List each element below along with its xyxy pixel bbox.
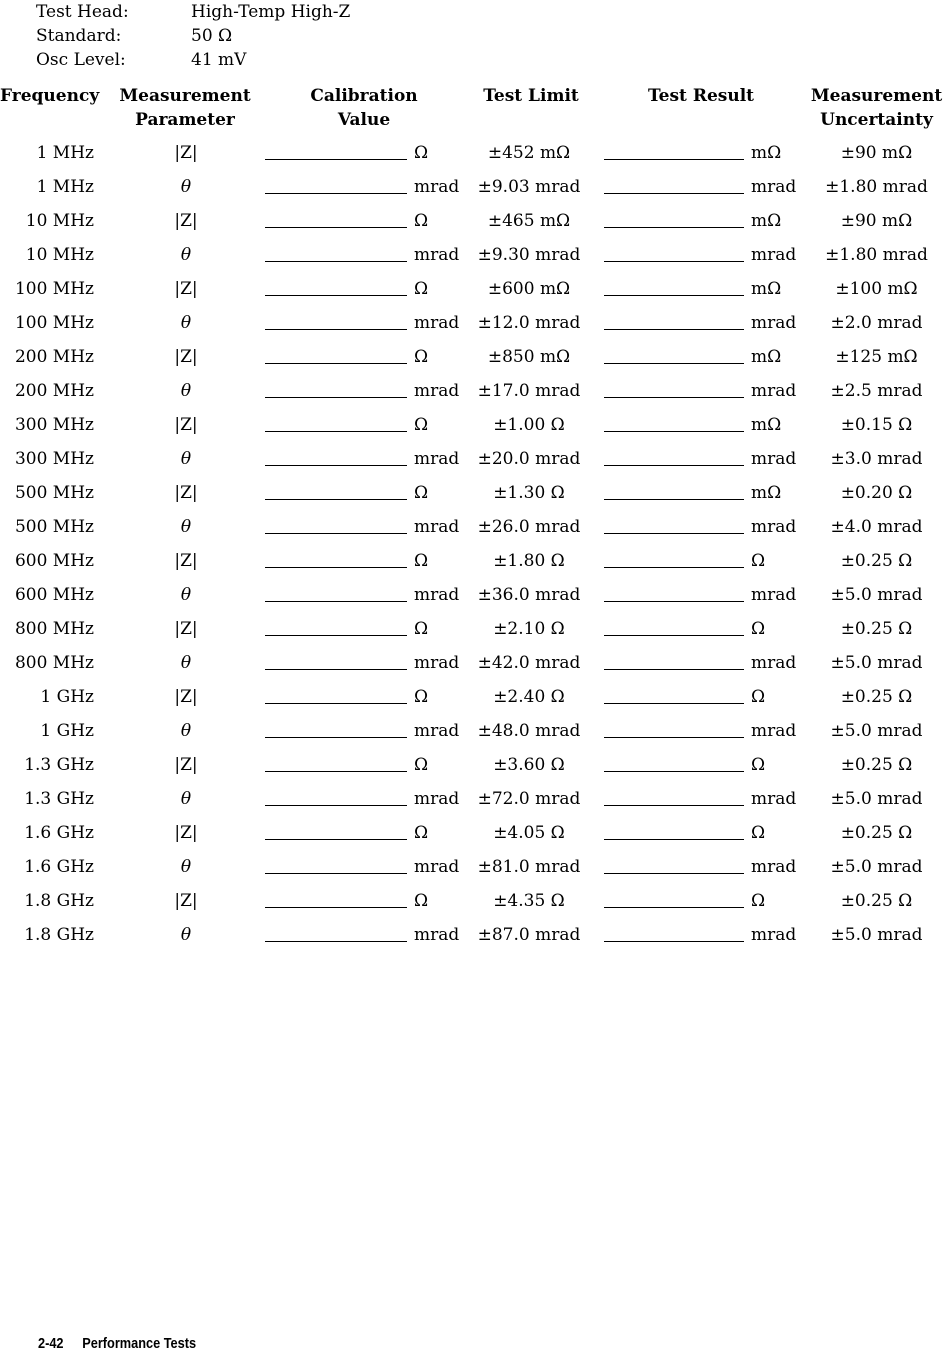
test-result-unit: mrad: [751, 517, 797, 537]
test-limit-cell: ±600 mΩ: [487, 279, 571, 299]
test-result-blank[interactable]: [604, 786, 744, 806]
table-row: [0, 378, 945, 412]
test-limit-cell: ±72.0 mrad: [477, 789, 581, 809]
calibration-unit: Ω: [414, 483, 429, 503]
calibration-unit: Ω: [414, 211, 429, 231]
calibration-unit: Ω: [414, 347, 429, 367]
test-result-blank[interactable]: [604, 446, 744, 466]
setup-label: Standard:: [36, 26, 122, 46]
header-measurement-uncertainty: [808, 84, 945, 132]
calibration-value-blank[interactable]: [265, 174, 407, 194]
test-result-unit: mrad: [751, 857, 797, 877]
test-result-blank[interactable]: [604, 480, 744, 500]
test-limit-cell: ±3.60 Ω: [493, 755, 565, 775]
table-row: [0, 786, 945, 820]
calibration-unit: mrad: [414, 653, 460, 673]
test-result-unit: mrad: [751, 245, 797, 265]
test-limit-cell: ±36.0 mrad: [477, 585, 581, 605]
table-row: [0, 854, 945, 888]
parameter-cell: |Z|: [174, 415, 198, 435]
test-result-blank[interactable]: [604, 514, 744, 534]
test-result-unit: mrad: [751, 789, 797, 809]
calibration-value-blank[interactable]: [265, 276, 407, 296]
table-row: [0, 650, 945, 684]
setup-value: 50 Ω: [191, 26, 233, 46]
test-result-blank[interactable]: [604, 888, 744, 908]
table-row: [0, 412, 945, 446]
uncertainty-cell: ±5.0 mrad: [830, 857, 923, 877]
frequency-cell: 1 MHz: [36, 143, 94, 163]
parameter-cell: θ: [180, 585, 192, 605]
test-result-unit: mrad: [751, 177, 797, 197]
table-row: [0, 480, 945, 514]
parameter-cell: θ: [180, 925, 192, 945]
calibration-value-blank[interactable]: [265, 820, 407, 840]
test-limit-cell: ±4.05 Ω: [493, 823, 565, 843]
calibration-unit: mrad: [414, 857, 460, 877]
frequency-cell: 1.8 GHz: [24, 925, 94, 945]
frequency-cell: 1.3 GHz: [24, 755, 94, 775]
setup-value: High-Temp High-Z: [191, 2, 351, 22]
calibration-value-blank[interactable]: [265, 140, 407, 160]
frequency-cell: 1.6 GHz: [24, 857, 94, 877]
test-result-blank[interactable]: [604, 242, 744, 262]
uncertainty-cell: ±4.0 mrad: [830, 517, 923, 537]
test-limit-cell: ±17.0 mrad: [477, 381, 581, 401]
page-number: 2-42: [38, 1335, 64, 1352]
calibration-unit: Ω: [414, 619, 429, 639]
test-result-blank[interactable]: [604, 412, 744, 432]
test-result-unit: mrad: [751, 925, 797, 945]
table-row: [0, 718, 945, 752]
parameter-cell: θ: [180, 789, 192, 809]
section-title: Performance Tests: [82, 1335, 197, 1352]
calibration-value-blank[interactable]: [265, 616, 407, 636]
calibration-unit: Ω: [414, 755, 429, 775]
header-line: Parameter: [135, 110, 235, 130]
header-line: Uncertainty: [820, 110, 933, 130]
setup-label: Test Head:: [36, 2, 129, 22]
test-result-unit: mΩ: [751, 483, 782, 503]
table-row: [0, 344, 945, 378]
uncertainty-cell: ±5.0 mrad: [830, 721, 923, 741]
test-result-blank[interactable]: [604, 854, 744, 874]
calibration-unit: Ω: [414, 143, 429, 163]
calibration-value-blank[interactable]: [265, 446, 407, 466]
test-result-blank[interactable]: [604, 378, 744, 398]
frequency-cell: 800 MHz: [14, 619, 94, 639]
test-result-unit: mrad: [751, 585, 797, 605]
table-row: [0, 446, 945, 480]
test-result-unit: Ω: [751, 619, 766, 639]
calibration-unit: Ω: [414, 823, 429, 843]
test-result-unit: mrad: [751, 381, 797, 401]
setup-test-head: [36, 0, 350, 24]
table-row: [0, 922, 945, 956]
test-result-blank[interactable]: [604, 922, 744, 942]
uncertainty-cell: ±1.80 mrad: [825, 245, 928, 265]
setup-label: Osc Level:: [36, 50, 126, 70]
header-frequency: Frequency: [0, 86, 100, 106]
calibration-unit: Ω: [414, 551, 429, 571]
parameter-cell: θ: [180, 245, 192, 265]
calibration-unit: mrad: [414, 449, 460, 469]
calibration-value-blank[interactable]: [265, 582, 407, 602]
calibration-value-blank[interactable]: [265, 684, 407, 704]
test-limit-cell: ±2.40 Ω: [493, 687, 565, 707]
test-result-unit: mΩ: [751, 347, 782, 367]
parameter-cell: θ: [180, 653, 192, 673]
parameter-cell: θ: [180, 381, 192, 401]
parameter-cell: |Z|: [174, 551, 198, 571]
test-limit-cell: ±81.0 mrad: [477, 857, 581, 877]
test-result-unit: mrad: [751, 721, 797, 741]
test-limit-cell: ±9.03 mrad: [477, 177, 581, 197]
test-limit-cell: ±12.0 mrad: [477, 313, 581, 333]
header-line: Measurement: [119, 86, 251, 106]
test-limit-cell: ±1.80 Ω: [493, 551, 565, 571]
calibration-value-blank[interactable]: [265, 242, 407, 262]
test-result-blank[interactable]: [604, 582, 744, 602]
table-row: [0, 276, 945, 310]
uncertainty-cell: ±0.25 Ω: [840, 755, 913, 775]
frequency-cell: 300 MHz: [14, 449, 94, 469]
test-limit-cell: ±9.30 mrad: [477, 245, 581, 265]
test-limit-cell: ±42.0 mrad: [477, 653, 581, 673]
table-row: [0, 820, 945, 854]
frequency-cell: 600 MHz: [14, 551, 94, 571]
calibration-value-blank[interactable]: [265, 854, 407, 874]
test-limit-cell: ±452 mΩ: [487, 143, 571, 163]
table-row: [0, 888, 945, 922]
frequency-cell: 100 MHz: [14, 313, 94, 333]
test-limit-cell: ±4.35 Ω: [493, 891, 565, 911]
setup-osc-level: [36, 48, 350, 72]
calibration-unit: mrad: [414, 245, 460, 265]
calibration-value-blank[interactable]: [265, 650, 407, 670]
uncertainty-cell: ±1.80 mrad: [825, 177, 928, 197]
header-line: Calibration: [310, 86, 418, 106]
frequency-cell: 1.3 GHz: [24, 789, 94, 809]
frequency-cell: 10 MHz: [25, 211, 94, 231]
test-result-unit: Ω: [751, 891, 766, 911]
header-test-result: Test Result: [647, 86, 755, 106]
calibration-value-blank[interactable]: [265, 412, 407, 432]
test-limit-cell: ±48.0 mrad: [477, 721, 581, 741]
table-row: [0, 242, 945, 276]
table-row: [0, 310, 945, 344]
calibration-unit: mrad: [414, 177, 460, 197]
parameter-cell: θ: [180, 721, 192, 741]
parameter-cell: |Z|: [174, 211, 198, 231]
test-result-unit: Ω: [751, 823, 766, 843]
uncertainty-cell: ±2.0 mrad: [830, 313, 923, 333]
table-row: [0, 582, 945, 616]
test-result-unit: mrad: [751, 313, 797, 333]
table-row: [0, 616, 945, 650]
test-result-blank[interactable]: [604, 276, 744, 296]
setup-standard: [36, 24, 350, 48]
test-limit-cell: ±2.10 Ω: [493, 619, 565, 639]
calibration-unit: Ω: [414, 687, 429, 707]
calibration-unit: Ω: [414, 415, 429, 435]
header-line: Measurement: [810, 86, 943, 106]
uncertainty-cell: ±5.0 mrad: [830, 585, 923, 605]
test-result-blank[interactable]: [604, 174, 744, 194]
parameter-cell: |Z|: [174, 619, 198, 639]
test-limit-cell: ±465 mΩ: [487, 211, 571, 231]
calibration-value-blank[interactable]: [265, 514, 407, 534]
calibration-unit: mrad: [414, 313, 460, 333]
calibration-value-blank[interactable]: [265, 922, 407, 942]
test-result-blank[interactable]: [604, 684, 744, 704]
parameter-cell: θ: [180, 449, 192, 469]
uncertainty-cell: ±0.25 Ω: [840, 823, 913, 843]
setup-value: 41 mV: [191, 50, 247, 70]
uncertainty-cell: ±5.0 mrad: [830, 789, 923, 809]
parameter-cell: θ: [180, 177, 192, 197]
header-measurement-parameter: [112, 84, 258, 132]
calibration-value-blank[interactable]: [265, 786, 407, 806]
test-result-unit: mΩ: [751, 415, 782, 435]
uncertainty-cell: ±0.15 Ω: [840, 415, 913, 435]
frequency-cell: 200 MHz: [14, 347, 94, 367]
calibration-value-blank[interactable]: [265, 378, 407, 398]
uncertainty-cell: ±3.0 mrad: [830, 449, 923, 469]
calibration-unit: Ω: [414, 279, 429, 299]
parameter-cell: |Z|: [174, 823, 198, 843]
frequency-cell: 300 MHz: [14, 415, 94, 435]
page-footer: [38, 1335, 196, 1352]
uncertainty-cell: ±0.25 Ω: [840, 619, 913, 639]
calibration-value-blank[interactable]: [265, 752, 407, 772]
uncertainty-cell: ±5.0 mrad: [830, 925, 923, 945]
table-row: [0, 684, 945, 718]
calibration-unit: mrad: [414, 925, 460, 945]
frequency-cell: 1.6 GHz: [24, 823, 94, 843]
uncertainty-cell: ±90 mΩ: [840, 143, 913, 163]
test-result-unit: Ω: [751, 551, 766, 571]
calibration-value-blank[interactable]: [265, 548, 407, 568]
test-result-blank[interactable]: [604, 718, 744, 738]
calibration-unit: mrad: [414, 789, 460, 809]
parameter-cell: |Z|: [174, 483, 198, 503]
frequency-cell: 1 GHz: [40, 721, 94, 741]
table-header: [0, 84, 945, 132]
frequency-cell: 100 MHz: [14, 279, 94, 299]
test-result-unit: mrad: [751, 449, 797, 469]
uncertainty-cell: ±0.25 Ω: [840, 687, 913, 707]
calibration-value-blank[interactable]: [265, 208, 407, 228]
frequency-cell: 1 GHz: [40, 687, 94, 707]
header-line: Value: [337, 110, 391, 130]
test-result-unit: mΩ: [751, 211, 782, 231]
test-result-unit: Ω: [751, 687, 766, 707]
table-row: [0, 174, 945, 208]
calibration-unit: mrad: [414, 517, 460, 537]
test-result-blank[interactable]: [604, 820, 744, 840]
frequency-cell: 600 MHz: [14, 585, 94, 605]
test-setup-block: [36, 0, 350, 72]
test-limit-cell: ±1.00 Ω: [493, 415, 565, 435]
table-body: [0, 140, 945, 956]
test-limit-cell: ±87.0 mrad: [477, 925, 581, 945]
test-result-blank[interactable]: [604, 616, 744, 636]
test-result-blank[interactable]: [604, 208, 744, 228]
frequency-cell: 800 MHz: [14, 653, 94, 673]
frequency-cell: 1 MHz: [36, 177, 94, 197]
calibration-value-blank[interactable]: [265, 310, 407, 330]
table-row: [0, 514, 945, 548]
uncertainty-cell: ±2.5 mrad: [830, 381, 923, 401]
parameter-cell: |Z|: [174, 755, 198, 775]
table-row: [0, 752, 945, 786]
test-limit-cell: ±20.0 mrad: [477, 449, 581, 469]
frequency-cell: 500 MHz: [14, 517, 94, 537]
parameter-cell: |Z|: [174, 891, 198, 911]
test-result-unit: mΩ: [751, 143, 782, 163]
uncertainty-cell: ±125 mΩ: [835, 347, 918, 367]
test-limit-cell: ±26.0 mrad: [477, 517, 581, 537]
parameter-cell: θ: [180, 313, 192, 333]
calibration-value-blank[interactable]: [265, 344, 407, 364]
parameter-cell: θ: [180, 517, 192, 537]
frequency-cell: 200 MHz: [14, 381, 94, 401]
calibration-value-blank[interactable]: [265, 718, 407, 738]
calibration-unit: mrad: [414, 585, 460, 605]
calibration-value-blank[interactable]: [265, 888, 407, 908]
test-result-unit: mrad: [751, 653, 797, 673]
parameter-cell: |Z|: [174, 687, 198, 707]
calibration-unit: mrad: [414, 381, 460, 401]
test-result-blank[interactable]: [604, 650, 744, 670]
uncertainty-cell: ±5.0 mrad: [830, 653, 923, 673]
test-limit-cell: ±1.30 Ω: [493, 483, 565, 503]
test-result-blank[interactable]: [604, 140, 744, 160]
uncertainty-cell: ±100 mΩ: [835, 279, 918, 299]
parameter-cell: |Z|: [174, 143, 198, 163]
header-test-limit: Test Limit: [483, 86, 579, 106]
calibration-value-blank[interactable]: [265, 480, 407, 500]
frequency-cell: 10 MHz: [25, 245, 94, 265]
uncertainty-cell: ±0.25 Ω: [840, 551, 913, 571]
uncertainty-cell: ±90 mΩ: [840, 211, 913, 231]
test-limit-cell: ±850 mΩ: [487, 347, 571, 367]
frequency-cell: 500 MHz: [14, 483, 94, 503]
table-row: [0, 548, 945, 582]
test-result-blank[interactable]: [604, 548, 744, 568]
header-calibration-value: [293, 84, 435, 132]
table-row: [0, 140, 945, 174]
test-result-unit: Ω: [751, 755, 766, 775]
test-result-unit: mΩ: [751, 279, 782, 299]
parameter-cell: θ: [180, 857, 192, 877]
test-result-blank[interactable]: [604, 752, 744, 772]
calibration-unit: Ω: [414, 891, 429, 911]
calibration-unit: mrad: [414, 721, 460, 741]
test-result-blank[interactable]: [604, 310, 744, 330]
table-row: [0, 208, 945, 242]
uncertainty-cell: ±0.25 Ω: [840, 891, 913, 911]
frequency-cell: 1.8 GHz: [24, 891, 94, 911]
parameter-cell: |Z|: [174, 279, 198, 299]
uncertainty-cell: ±0.20 Ω: [840, 483, 913, 503]
parameter-cell: |Z|: [174, 347, 198, 367]
test-result-blank[interactable]: [604, 344, 744, 364]
